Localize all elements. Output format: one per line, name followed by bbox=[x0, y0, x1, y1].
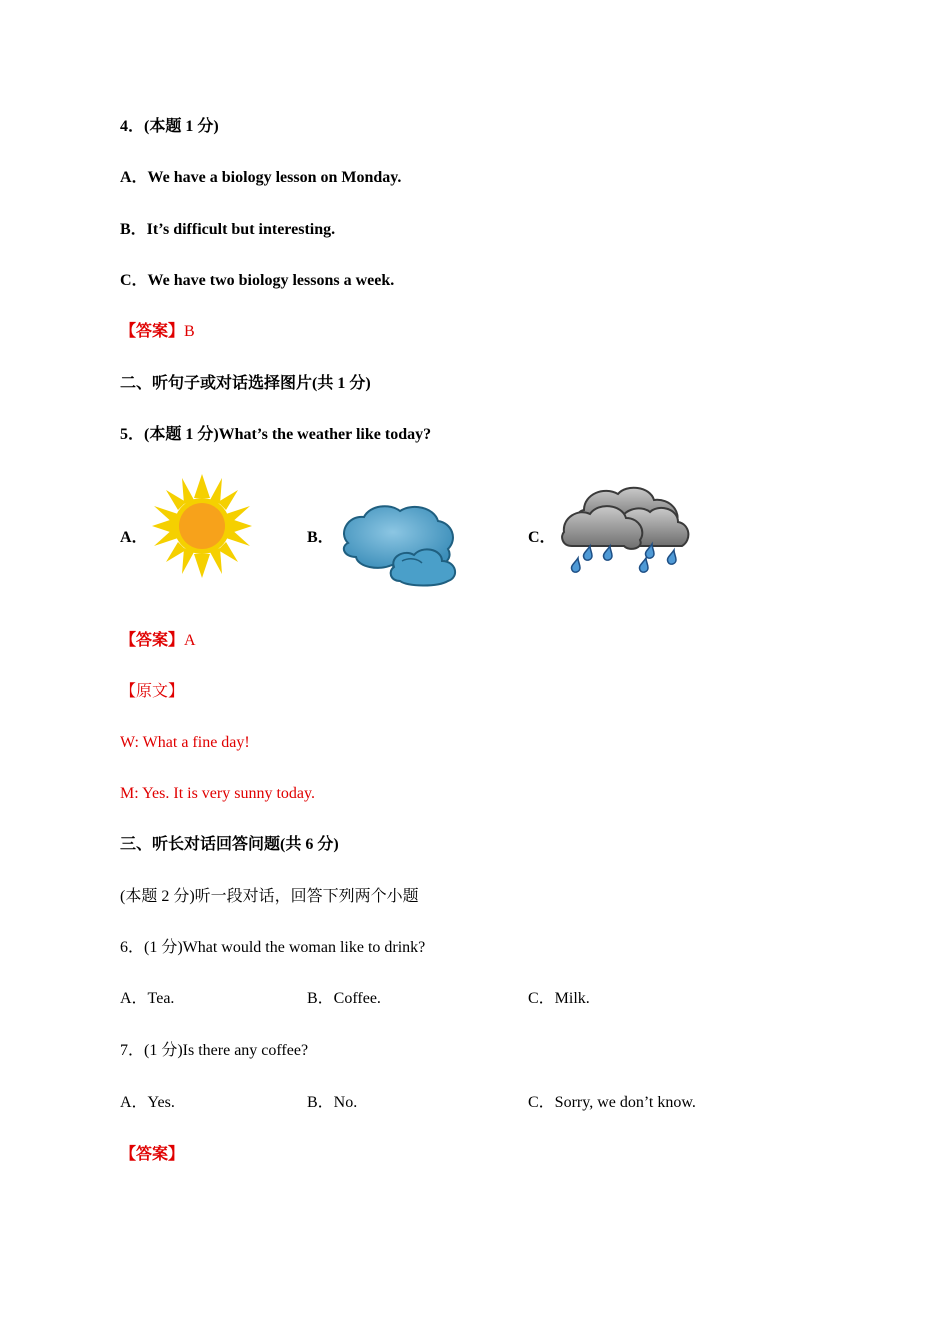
question-5-option-c-label: C． bbox=[528, 529, 556, 546]
question-7-option-c: C．Sorry, we don’t know. bbox=[528, 1094, 696, 1111]
transcript-line-2: M: Yes. It is very sunny today. bbox=[120, 785, 315, 802]
rain-cloud-icon bbox=[560, 484, 692, 583]
question-4-option-b: B．It’s difficult but interesting. bbox=[120, 221, 336, 238]
question-6-title: 6．(1 分)What would the woman like to drink? bbox=[120, 939, 426, 956]
sun-icon bbox=[150, 472, 254, 585]
final-answer-label: 【答案】 bbox=[120, 1146, 185, 1163]
question-6-option-b: B．Coffee. bbox=[307, 990, 381, 1007]
cloud-icon bbox=[338, 503, 460, 592]
question-7-option-a: A．Yes. bbox=[120, 1094, 175, 1111]
question-7-title: 7．(1 分)Is there any coffee? bbox=[120, 1042, 309, 1059]
question-5-answer bbox=[120, 631, 196, 651]
question-4-answer bbox=[120, 322, 195, 342]
question-4-title: 4．(本题 1 分) bbox=[120, 118, 219, 135]
answer-value: A bbox=[184, 632, 196, 649]
section-3-intro: (本题 2 分)听一段对话，回答下列两个小题 bbox=[120, 888, 419, 905]
transcript-line-1: W: What a fine day! bbox=[120, 734, 250, 751]
section-3-heading: 三、听长对话回答问题(共 6 分) bbox=[120, 836, 339, 853]
question-5-option-b-label: B． bbox=[307, 529, 334, 546]
question-5-title: 5．(本题 1 分)What’s the weather like today? bbox=[120, 426, 432, 443]
question-4-option-a: A．We have a biology lesson on Monday. bbox=[120, 169, 402, 186]
question-4-option-c: C．We have two biology lessons a week. bbox=[120, 272, 395, 289]
question-6-option-a: A．Tea. bbox=[120, 990, 175, 1007]
section-2-heading: 二、听句子或对话选择图片(共 1 分) bbox=[120, 375, 371, 392]
question-7-option-b: B．No. bbox=[307, 1094, 358, 1111]
question-5-option-a-label: A． bbox=[120, 529, 148, 546]
answer-label: 【答案】 bbox=[120, 632, 185, 649]
transcript-label: 【原文】 bbox=[120, 683, 185, 700]
answer-value: B bbox=[184, 323, 195, 340]
answer-label: 【答案】 bbox=[120, 323, 185, 340]
question-6-option-c: C．Milk. bbox=[528, 990, 590, 1007]
